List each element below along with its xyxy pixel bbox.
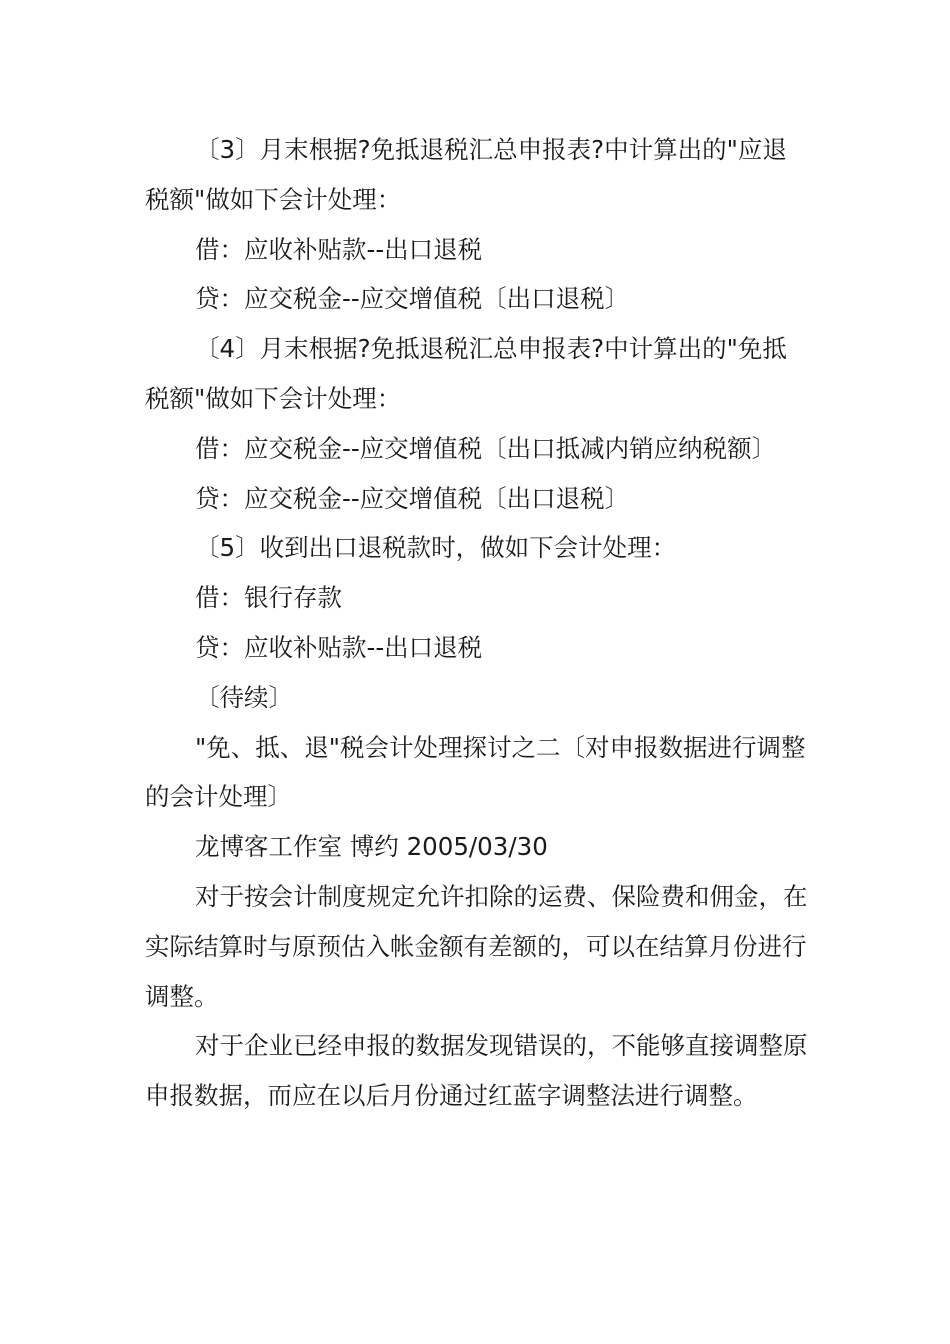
to-be-continued: 〔待续〕 xyxy=(195,682,293,712)
section-title: "免、抵、退"税会计处理探讨之二〔对申报数据进行调整的会计处理〕 xyxy=(145,732,806,812)
paragraph-error-correction: 对于企业已经申报的数据发现错误的，不能够直接调整原申报数据，而应在以后月份通过红蓝字调整法进行调整。 xyxy=(145,1031,808,1111)
debit-entry-vat-offset: 借：应交税金--应交增值税〔出口抵减内销应纳税额〕 xyxy=(195,433,777,463)
document-body xyxy=(145,125,810,1121)
paragraph-item-5-refund-received: 〔5〕收到出口退税款时，做如下会计处理： xyxy=(195,533,677,563)
credit-entry-vat-export-refund: 贷：应交税金--应交增值税〔出口退税〕 xyxy=(195,284,630,314)
credit-entry-vat-export-refund-2: 贷：应交税金--应交增值税〔出口退税〕 xyxy=(195,483,630,513)
paragraph-item-4-exempt-offset: 〔4〕月末根据?免抵退税汇总申报表?中计算出的"免抵税额"做如下会计处理： xyxy=(145,334,787,413)
debit-entry-bank-deposit: 借：银行存款 xyxy=(195,583,342,613)
byline: 龙博客工作室 博约 2005/03/30 xyxy=(195,832,548,862)
credit-entry-subsidy-receivable: 贷：应收补贴款--出口退税 xyxy=(195,632,483,662)
paragraph-freight-adjustment: 对于按会计制度规定允许扣除的运费、保险费和佣金，在实际结算时与原预估入帐金额有差额的，可以在结算月份进行调整。 xyxy=(145,881,808,1011)
paragraph-item-3-refund: 〔3〕月末根据?免抵退税汇总申报表?中计算出的"应退税额"做如下会计处理： xyxy=(145,135,787,214)
debit-entry-subsidy-receivable: 借：应收补贴款--出口退税 xyxy=(195,234,483,264)
